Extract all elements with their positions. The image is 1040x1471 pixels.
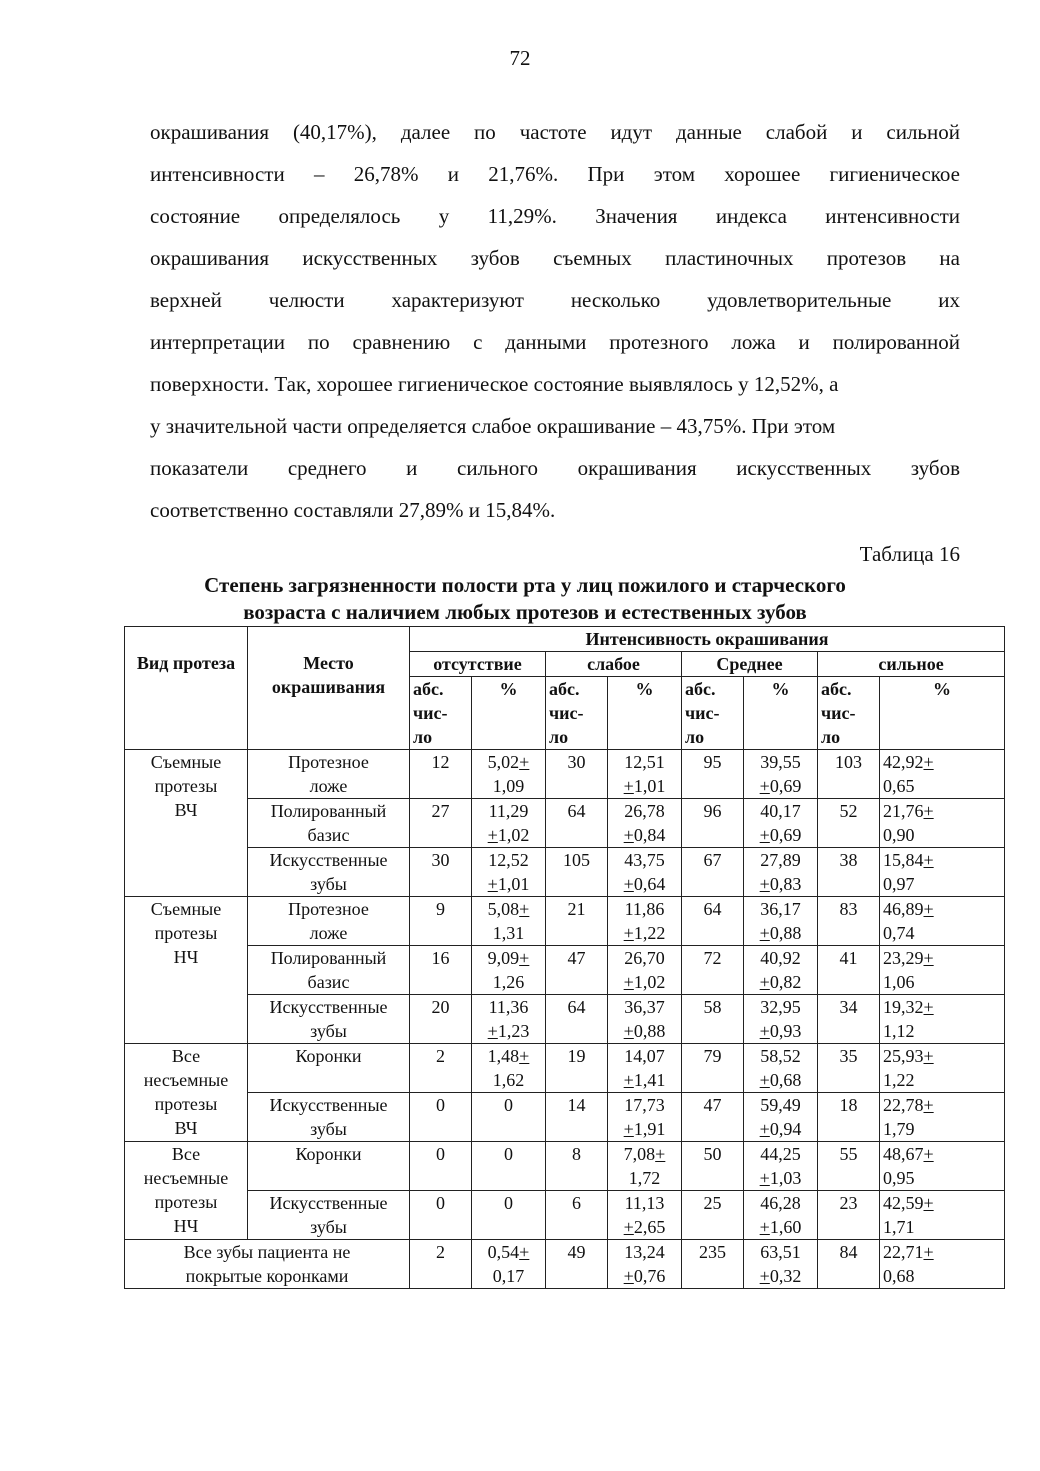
percent-cell: 21,76+ 0,90 [880, 799, 1005, 848]
table-row [125, 1093, 1005, 1142]
percent-cell: 19,32+ 1,12 [880, 995, 1005, 1044]
header-abs: абс. чис- ло [682, 677, 744, 750]
stain-place-cell: Искусственные зубы [248, 1191, 410, 1240]
header-place: Место окрашивания [248, 627, 410, 750]
paragraph-line: поверхности. Так, хорошее гигиеническое состояние выявлялось у 12,52%, а [150, 372, 839, 396]
percent-cell: 0 [472, 1191, 546, 1240]
percent-cell: 48,67+ 0,95 [880, 1142, 1005, 1191]
abs-cell: 64 [546, 995, 608, 1044]
percent-cell: 39,55 +0,69 [744, 750, 818, 799]
abs-cell: 79 [682, 1044, 744, 1093]
header-percent: % [744, 677, 818, 750]
abs-cell: 27 [410, 799, 472, 848]
paragraph-line: соответственно составляли 27,89% и 15,84%. [150, 498, 556, 522]
abs-cell: 103 [818, 750, 880, 799]
header-group-medium: Среднее [682, 652, 818, 677]
table-row [125, 750, 1005, 799]
abs-cell: 47 [546, 946, 608, 995]
paragraph-line: окрашивания (40,17%), далее по частоте идут данные слабой и сильной [150, 120, 960, 144]
table-row [125, 799, 1005, 848]
header-percent: % [472, 677, 546, 750]
page-number: 72 [509, 46, 531, 70]
table-row [125, 1044, 1005, 1093]
header-group-title: Интенсивность окрашивания [410, 627, 1005, 652]
percent-cell: 12,51 +1,01 [608, 750, 682, 799]
paragraph-line: интерпретации по сравнению с данными протезного ложа и полированной [150, 330, 960, 354]
table-row [125, 946, 1005, 995]
abs-cell: 83 [818, 897, 880, 946]
abs-cell: 41 [818, 946, 880, 995]
abs-cell: 84 [818, 1240, 880, 1289]
prosthesis-type-cell: Все несъемные протезы НЧ [125, 1142, 248, 1240]
abs-cell: 95 [682, 750, 744, 799]
percent-cell: 17,73 +1,91 [608, 1093, 682, 1142]
abs-cell: 18 [818, 1093, 880, 1142]
table-row-total [125, 1240, 1005, 1289]
abs-cell: 49 [546, 1240, 608, 1289]
percent-cell: 0 [472, 1142, 546, 1191]
prosthesis-type-cell: Все несъемные протезы ВЧ [125, 1044, 248, 1142]
prosthesis-type-cell: Съемные протезы НЧ [125, 897, 248, 1044]
percent-cell: 22,78+ 1,79 [880, 1093, 1005, 1142]
abs-cell: 19 [546, 1044, 608, 1093]
percent-cell: 0 [472, 1093, 546, 1142]
paragraph-line: показатели среднего и сильного окрашивания искусственных зубов [150, 456, 960, 480]
percent-cell: 58,52 +0,68 [744, 1044, 818, 1093]
abs-cell: 30 [410, 848, 472, 897]
percent-cell: 12,52 +1,01 [472, 848, 546, 897]
abs-cell: 38 [818, 848, 880, 897]
percent-cell: 36,37 +0,88 [608, 995, 682, 1044]
abs-cell: 2 [410, 1044, 472, 1093]
header-abs: абс. чис- ло [818, 677, 880, 750]
stain-place-cell: Полированный базис [248, 799, 410, 848]
table-row [125, 1191, 1005, 1240]
abs-cell: 58 [682, 995, 744, 1044]
total-label-cell: Все зубы пациента не покрытые коронками [125, 1240, 410, 1289]
paragraph-line: состояние определялось у 11,29%. Значения индекса интенсивности [150, 204, 960, 228]
percent-cell: 63,51 +0,32 [744, 1240, 818, 1289]
table-caption-line: возраста с наличием любых протезов и естественных зубов [243, 600, 807, 624]
percent-cell: 40,92 +0,82 [744, 946, 818, 995]
abs-cell: 0 [410, 1142, 472, 1191]
percent-cell: 22,71+ 0,68 [880, 1240, 1005, 1289]
percent-cell: 27,89 +0,83 [744, 848, 818, 897]
prosthesis-type-cell: Съемные протезы ВЧ [125, 750, 248, 897]
abs-cell: 16 [410, 946, 472, 995]
percent-cell: 40,17 +0,69 [744, 799, 818, 848]
percent-cell: 11,29 +1,02 [472, 799, 546, 848]
table-row [125, 897, 1005, 946]
header-abs: абс. чис- ло [410, 677, 472, 750]
abs-cell: 67 [682, 848, 744, 897]
abs-cell: 23 [818, 1191, 880, 1240]
abs-cell: 72 [682, 946, 744, 995]
abs-cell: 0 [410, 1093, 472, 1142]
percent-cell: 36,17 +0,88 [744, 897, 818, 946]
stain-place-cell: Протезное ложе [248, 897, 410, 946]
paragraph-line: у значительной части определяется слабое окрашивание – 43,75%. При этом [150, 414, 836, 438]
percent-cell: 26,70 +1,02 [608, 946, 682, 995]
percent-cell: 0,54+ 0,17 [472, 1240, 546, 1289]
body-paragraph [150, 116, 960, 536]
percent-cell: 1,48+ 1,62 [472, 1044, 546, 1093]
header-group-absent: отсутствие [410, 652, 546, 677]
abs-cell: 8 [546, 1142, 608, 1191]
abs-cell: 14 [546, 1093, 608, 1142]
stain-place-cell: Искусственные зубы [248, 995, 410, 1044]
header-abs: абс. чис- ло [546, 677, 608, 750]
percent-cell: 11,36 +1,23 [472, 995, 546, 1044]
stain-place-cell: Полированный базис [248, 946, 410, 995]
data-table [124, 626, 1005, 1289]
table-row [125, 995, 1005, 1044]
abs-cell: 12 [410, 750, 472, 799]
percent-cell: 59,49 +0,94 [744, 1093, 818, 1142]
table-caption [100, 572, 950, 626]
percent-cell: 15,84+ 0,97 [880, 848, 1005, 897]
table-row [125, 1142, 1005, 1191]
percent-cell: 7,08+ 1,72 [608, 1142, 682, 1191]
table-caption-line: Степень загрязненности полости рта у лиц пожилого и старческого [204, 573, 846, 597]
percent-cell: 14,07 +1,41 [608, 1044, 682, 1093]
stain-place-cell: Искусственные зубы [248, 848, 410, 897]
table-row [125, 848, 1005, 897]
percent-cell: 32,95 +0,93 [744, 995, 818, 1044]
header-type: Вид протеза [125, 627, 248, 750]
abs-cell: 9 [410, 897, 472, 946]
percent-cell: 46,89+ 0,74 [880, 897, 1005, 946]
abs-cell: 105 [546, 848, 608, 897]
abs-cell: 64 [682, 897, 744, 946]
header-group-strong: сильное [818, 652, 1005, 677]
abs-cell: 47 [682, 1093, 744, 1142]
abs-cell: 6 [546, 1191, 608, 1240]
header-percent: % [608, 677, 682, 750]
stain-place-cell: Искусственные зубы [248, 1093, 410, 1142]
percent-cell: 23,29+ 1,06 [880, 946, 1005, 995]
abs-cell: 52 [818, 799, 880, 848]
abs-cell: 0 [410, 1191, 472, 1240]
percent-cell: 9,09+ 1,26 [472, 946, 546, 995]
abs-cell: 30 [546, 750, 608, 799]
abs-cell: 235 [682, 1240, 744, 1289]
percent-cell: 25,93+ 1,22 [880, 1044, 1005, 1093]
header-group-weak: слабое [546, 652, 682, 677]
percent-cell: 46,28 +1,60 [744, 1191, 818, 1240]
percent-cell: 43,75 +0,64 [608, 848, 682, 897]
percent-cell: 5,08+ 1,31 [472, 897, 546, 946]
percent-cell: 5,02+ 1,09 [472, 750, 546, 799]
stain-place-cell: Протезное ложе [248, 750, 410, 799]
abs-cell: 64 [546, 799, 608, 848]
abs-cell: 55 [818, 1142, 880, 1191]
abs-cell: 2 [410, 1240, 472, 1289]
percent-cell: 42,59+ 1,71 [880, 1191, 1005, 1240]
abs-cell: 21 [546, 897, 608, 946]
percent-cell: 44,25 +1,03 [744, 1142, 818, 1191]
percent-cell: 11,13 +2,65 [608, 1191, 682, 1240]
percent-cell: 13,24 +0,76 [608, 1240, 682, 1289]
paragraph-line: окрашивания искусственных зубов съемных пластиночных протезов на [150, 246, 960, 270]
stain-place-cell: Коронки [248, 1044, 410, 1093]
abs-cell: 35 [818, 1044, 880, 1093]
stain-place-cell: Коронки [248, 1142, 410, 1191]
abs-cell: 25 [682, 1191, 744, 1240]
abs-cell: 34 [818, 995, 880, 1044]
percent-cell: 42,92+ 0,65 [880, 750, 1005, 799]
abs-cell: 50 [682, 1142, 744, 1191]
percent-cell: 26,78 +0,84 [608, 799, 682, 848]
table-number: Таблица 16 [859, 542, 960, 566]
paragraph-line: верхней челюсти характеризуют несколько удовлетворительные их [150, 288, 960, 312]
header-percent: % [880, 677, 1005, 750]
abs-cell: 20 [410, 995, 472, 1044]
abs-cell: 96 [682, 799, 744, 848]
percent-cell: 11,86 +1,22 [608, 897, 682, 946]
paragraph-line: интенсивности – 26,78% и 21,76%. При этом хорошее гигиеническое [150, 162, 960, 186]
